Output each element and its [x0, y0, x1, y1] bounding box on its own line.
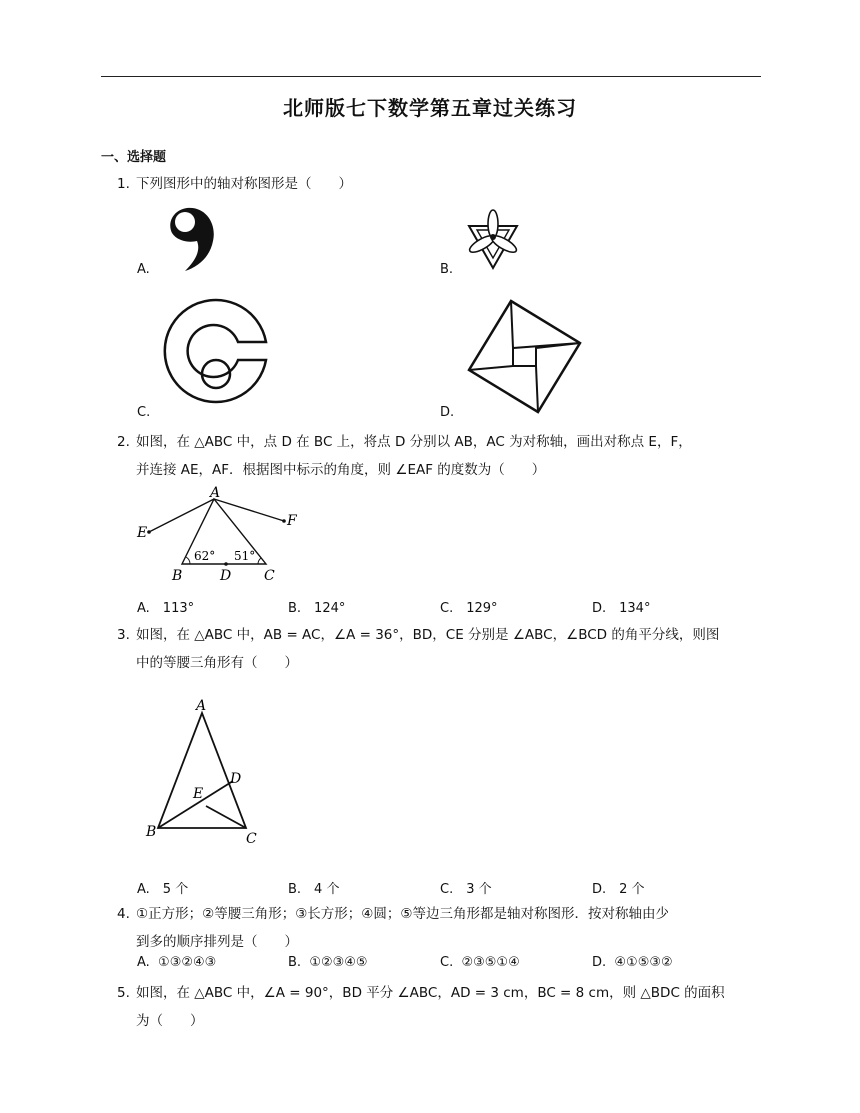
label-d: D	[230, 771, 242, 787]
figure-1a	[165, 205, 225, 273]
option-b[interactable]: B. ①②③④⑤	[288, 955, 368, 970]
option-c[interactable]: C. ②③⑤①④	[440, 955, 520, 970]
option-a[interactable]: A. ①③②④③	[137, 955, 217, 970]
question-text-line1: 如图，在 △ABC 中，∠A = 90°，BD 平分 ∠ABC，AD = 3 cm，BC = 8 cm，则 △BDC 的面积	[136, 985, 725, 1001]
section-heading: 一、选择题	[101, 150, 167, 165]
question-text-line2: 为（ ）	[136, 1013, 204, 1029]
question-text: 下列图形中的轴对称图形是（ ）	[136, 176, 352, 192]
label-c: C	[264, 568, 275, 584]
option-d[interactable]: D.	[440, 405, 455, 420]
label-a: A	[196, 698, 207, 714]
question-text-line1: ①正方形；②等腰三角形；③长方形；④圆；⑤等边三角形都是轴对称图形．按对称轴由少	[136, 906, 670, 922]
label-c: C	[246, 831, 257, 847]
option-c[interactable]: C. 129°	[440, 601, 498, 616]
option-a[interactable]: A. 5 个	[137, 882, 189, 897]
label-e: E	[193, 786, 204, 802]
option-d[interactable]: D. 2 个	[592, 882, 645, 897]
question-text-line2: 到多的顺序排列是（ ）	[136, 934, 298, 950]
question-number: 3.	[117, 627, 130, 643]
label-b: B	[172, 568, 183, 584]
question-number: 5.	[117, 985, 130, 1001]
option-a[interactable]: A.	[137, 262, 150, 277]
figure-1d	[466, 298, 584, 414]
angle-c: 51°	[234, 549, 256, 563]
figure-1b	[465, 208, 521, 274]
question-text-line2: 中的等腰三角形有（ ）	[136, 655, 298, 671]
figure-1c	[160, 302, 272, 414]
label-e: E	[137, 525, 148, 541]
question-text-line1: 如图，在 △ABC 中，AB = AC，∠A = 36°，BD，CE 分别是 ∠ABC，∠BCD 的角平分线，则图	[136, 627, 720, 643]
option-d[interactable]: D. 134°	[592, 601, 651, 616]
option-b[interactable]: B. 4 个	[288, 882, 340, 897]
label-b: B	[146, 824, 157, 840]
option-b[interactable]: B.	[440, 262, 454, 277]
option-d[interactable]: D. ④①⑤③②	[592, 955, 673, 970]
figure-3	[140, 695, 270, 850]
page-title: 北师版七下数学第五章过关练习	[283, 96, 577, 120]
question-number: 2.	[117, 434, 130, 450]
figure-2	[134, 487, 309, 587]
label-f: F	[287, 513, 297, 529]
option-b[interactable]: B. 124°	[288, 601, 346, 616]
header-rule	[101, 76, 761, 77]
option-c[interactable]: C.	[137, 405, 151, 420]
question-text-line1: 如图，在 △ABC 中，点 D 在 BC 上，将点 D 分别以 AB，AC 为对称轴，画出对称点 E，F，	[136, 434, 692, 450]
question-text-line2: 并连接 AE，AF．根据图中标示的角度，则 ∠EAF 的度数为（ ）	[136, 462, 546, 478]
question-number: 4.	[117, 906, 130, 922]
label-a: A	[210, 485, 221, 501]
option-c[interactable]: C. 3 个	[440, 882, 492, 897]
question-number: 1.	[117, 176, 130, 192]
angle-b: 62°	[194, 549, 216, 563]
option-a[interactable]: A. 113°	[137, 601, 195, 616]
label-d: D	[220, 568, 232, 584]
